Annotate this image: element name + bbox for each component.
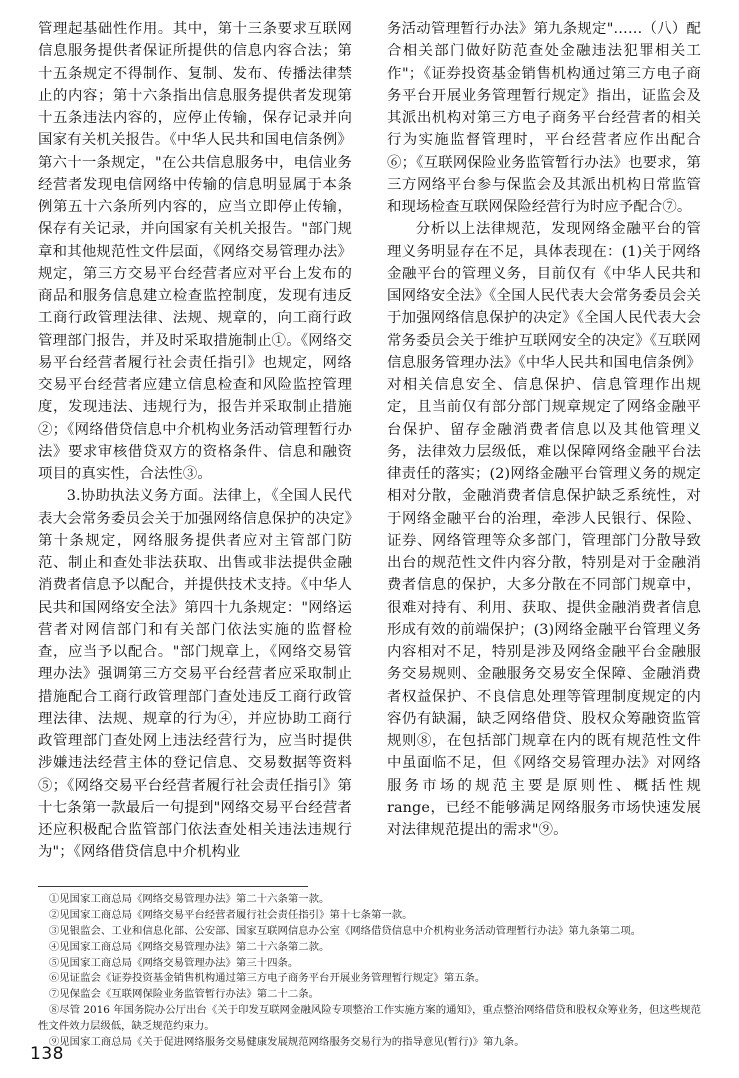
footnote-item: ②见国家工商总局《网络交易平台经营者履行社会责任指引》第十七条第一款。 [48,908,413,921]
footnote-item: ①见国家工商总局《网络交易管理办法》第二十六条第一款。 [48,893,330,905]
footnote-item: ⑤见国家工商总局《网络交易管理办法》第三十四条。 [48,956,299,969]
left-column [38,18,352,864]
paragraph: 分析以上法律规范，发现网络金融平台的管理义务明显存在不足，具体表现在：(1)关于网络金融平台的管理义务，目前仅有《中华人民共和国网络安全法》《全国人民代表大会常务委员会关于加强网络信息保护的决定》《全国人民代表大会常务委员会关于维护互联网安全的决定》《互联网信息服务管理办法》《中华人民共和国电信条例》对相关信息安全、信息保护、信息管理作出规定，且当前仅有部分部门规章规定了网络金融平台保护、留存金融消费者信息以及其他管理义务，法律效力层级低，难以保障网络金融平台法律责任的落实；(2)网络金融平台管理义务的规定相对分散，金融消费者信息保护缺乏系统性，对于网络金融平台的治理，牵涉人民银行、保险、证券、网络管理等众多部门，管理部门分散导致出台的规范性文件内容分散，特别是对于金融消费者信息的保护，大多分散在不同部门规章中，很难对持有、利用、获取、提供金融消费者信息形成有效的前端保护；(3)网络金融平台管理义务内容相对不足，特别是涉及网络金融平台金融服务交易规则、金融服务交易安全保障、金融消费者权益保护、不良信息处理等管理制度规定的内容仍有缺漏，缺乏网络借贷、股权众筹融资监管规则⑧，在包括部门规章在内的既有规范性文件中虽面临不足，但《网络交易管理办法》对网络服务市场的规范主要是原则性、概括性规range，已经不能够满足网络服务市场快速发展对法律规范提出的需求"⑨。 [387,221,701,838]
footnote-divider [38,886,308,887]
paragraph: 务活动管理暂行办法》第九条规定"……（八）配合相关部门做好防范查处金融违法犯罪相关工作"；《证券投资基金销售机构通过第三方电子商务平台开展业务管理暂行规定》指出，证监会及其派出机构对第三方电子商务平台经营者的相关行为实施监督管理时，平台经营者应作出配合⑥；《互联网保险业务监管暂行办法》也要求，第三方网络平台参与保监会及其派出机构日常监管和现场检查互联网保险经营行为时应予配合⑦。 [387,21,701,215]
footnote-item: ⑨见国家工商总局《关于促进网络服务交易健康发展规范网络服务交易行为的指导意见(暂行)》第九条。 [48,1035,525,1048]
page-number: 138 [30,1044,64,1064]
paragraph: 3.协助执法义务方面。法律上，《全国人民代表大会常务委员会关于加强网络信息保护的决定》第十条规定，网络服务提供者应对主管部门防范、制止和查处非法获取、出售或非法提供金融消费者信息予以配合，并提供技术支持。《中华人民共和国网络安全法》第四十九条规定："网络运营者对网信部门和有关部门依法实施的监督检查，应当予以配合。"部门规章上，《网络交易管理办法》强调第三方交易平台经营者应采取制止措施配合工商行政管理部门查处违反工商行政管理法律、法规、规章的行为④，并应协助工商行政管理部门查处网上违法经营行为，应当时提供涉嫌违法经营主体的登记信息、交易数据等资料⑤；《网络交易平台经营者履行社会责任指引》第十七条第一款最后一句提到"网络交易平台经营者还应积极配合监管部门依法查处相关违法违规行为"；《网络借贷信息中介机构业 [38,488,352,861]
footnote-item: ⑧尽管 2016 年国务院办公厅出台《关于印发互联网金融风险专项整治工作实施方案的通知》，重点整治网络借贷和股权众筹业务，但这些规范性文件效力层级低，缺乏规范约束力。 [38,1004,701,1032]
footnote-item: ⑦见保监会《互联网保险业务监管暂行办法》第二十二条。 [48,988,320,1001]
footnote-item: ⑥见证监会《证券投资基金销售机构通过第三方电子商务平台开展业务管理暂行规定》第五条。 [48,972,486,985]
footnote-item: ④见国家工商总局《网络交易管理办法》第二十六条第二款。 [48,940,330,953]
footnote-list [38,892,701,1050]
footnote-item: ③见银监会、工业和信息化部、公安部、国家互联网信息办公室《网络借贷信息中介机构业务活动管理暂行办法》第九条第二项。 [48,924,642,937]
right-column [387,18,701,841]
text-columns [38,18,701,880]
paragraph: 管理起基础性作用。其中，第十三条要求互联网信息服务提供者保证所提供的信息内容合法；第十五条规定不得制作、复制、发布、传播法律禁止的内容；第十六条指出信息服务提供者发现第十五条违法内容的，应停止传输，保存记录并向国家有关机关报告。《中华人民共和国电信条例》第六十一条规定，"在公共信息服务中，电信业务经营者发现电信网络中传输的信息明显属于本条例第五十六条所列内容的，应当立即停止传输，保存有关记录，并向国家有关机关报告。"部门规章和其他规范性文件层面，《网络交易管理办法》规定，第三方交易平台经营者应对平台上发布的商品和服务信息建立检查监控制度，发现有违反工商行政管理法律、法规、规章的，向工商行政管理部门报告，并及时采取措施制止①。《网络交易平台经营者履行社会责任指引》也规定，网络交易平台经营者应建立信息检查和风险监控管理度，发现违法、违规行为，报告并采取制止措施②；《网络借贷信息中介机构业务活动管理暂行办法》要求审核借贷双方的资格条件、信息和融资项目的真实性，合法性③。 [38,21,352,482]
